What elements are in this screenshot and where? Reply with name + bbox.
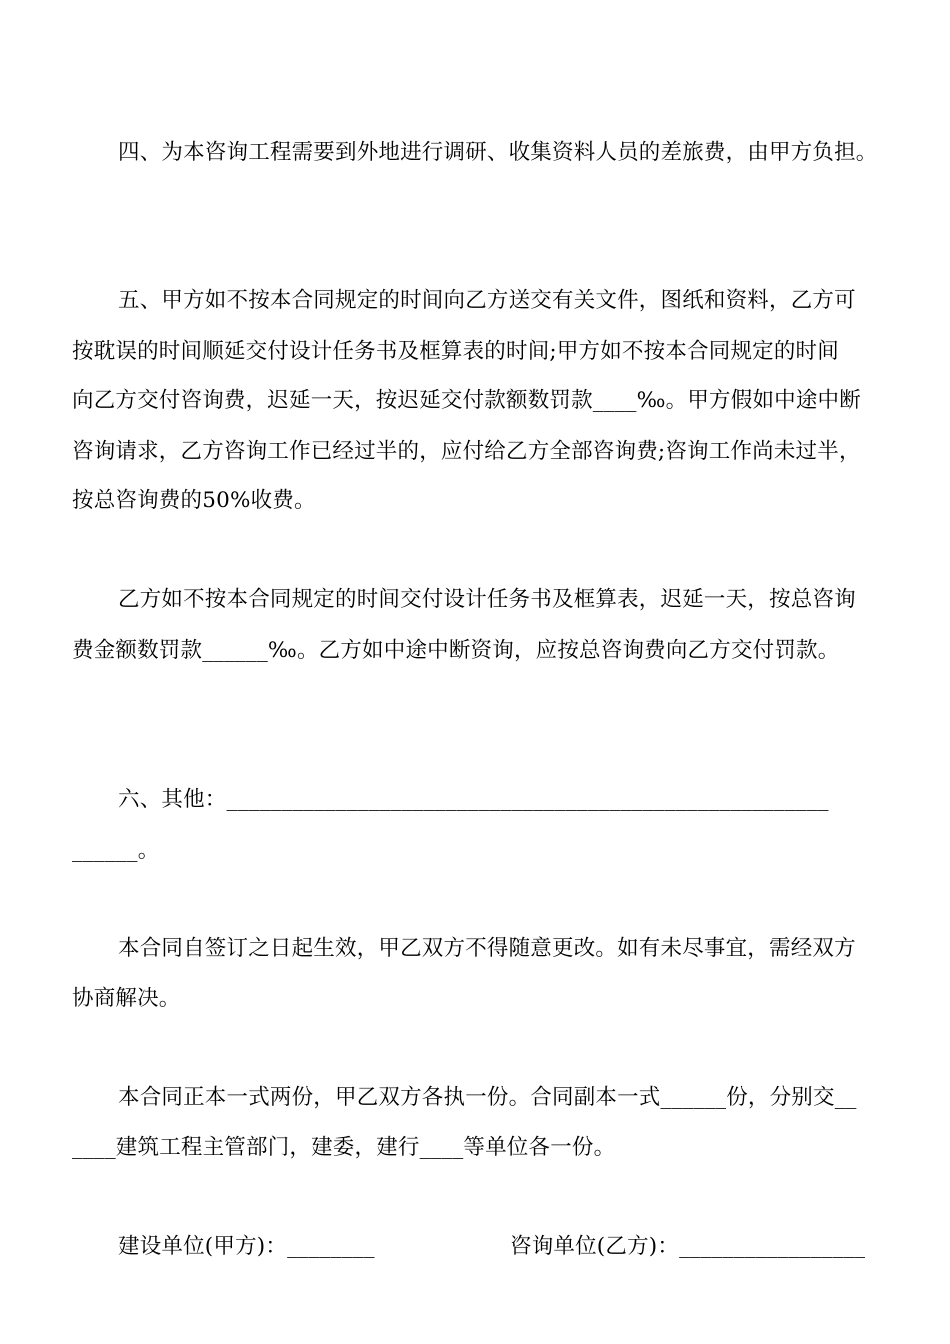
clause-5-line-1: 五、甲方如不按本合同规定的时间向乙方送交有关文件，图纸和资料，乙方可 [118,288,856,313]
effective-clause-line-1: 本合同自签订之日起生效，甲乙双方不得随意更改。如有未尽事宜，需经双方 [118,936,856,961]
copies-clause-line-1: 本合同正本一式两份，甲乙双方各执一份。合同副本一式______份，分别交__ [118,1085,857,1110]
clause-5-line-3: 向乙方交付咨询费，迟延一天，按迟延交付款额数罚款____‰。甲方假如中途中断 [72,388,861,413]
clause-6-line-1: 六、其他：_______________________________________________________ [118,787,829,812]
clause-5b-line-2: 费金额数罚款______‰。乙方如中途中断资询，应按总咨询费向乙方交付罚款。 [72,638,840,663]
clause-6-line-2: ______。 [72,838,160,863]
clause-5b-line-1: 乙方如不按本合同规定的时间交付设计任务书及框算表，迟延一天，按总咨询 [118,587,856,612]
signature-party-a: 建设单位(甲方)：________ [118,1234,375,1259]
clause-4-line-1: 四、为本咨询工程需要到外地进行调研、收集资料人员的差旅费，由甲方负担。 [118,140,878,165]
signature-party-b: 咨询单位(乙方)：_________________ [510,1234,866,1259]
clause-5-line-4: 咨询请求，乙方咨询工作已经过半的，应付给乙方全部咨询费;咨询工作尚未过半， [72,439,861,464]
clause-5-line-5: 按总咨询费的50%收费。 [72,488,316,513]
copies-clause-line-2: ____建筑工程主管部门，建委，建行____等单位各一份。 [72,1135,616,1160]
effective-clause-line-2: 协商解决。 [72,986,181,1011]
clause-5-line-2: 按耽误的时间顺延交付设计任务书及框算表的时间;甲方如不按本合同规定的时间 [72,339,839,364]
